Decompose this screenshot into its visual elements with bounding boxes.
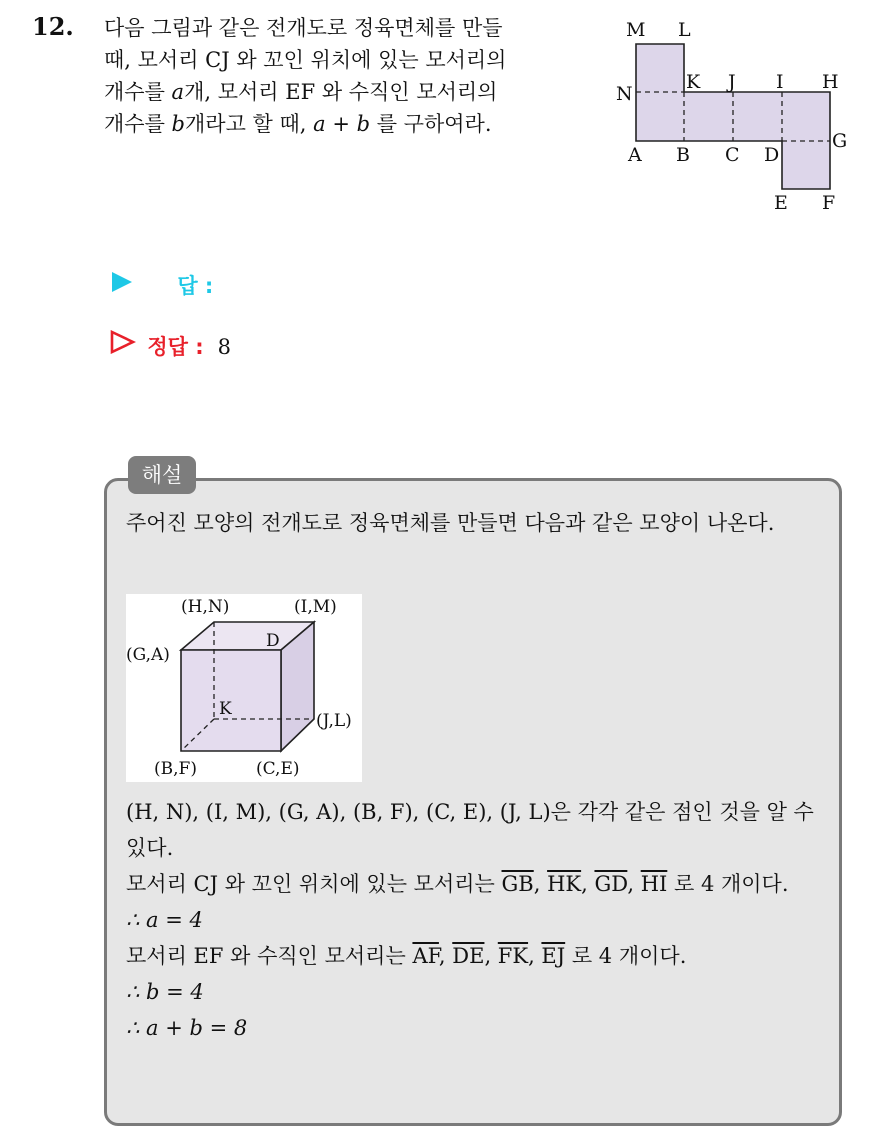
net-label-f: F [822,192,836,214]
correct-answer-row [110,330,231,361]
cube-label-hn: (H,N) [181,597,230,617]
correct-answer-label: 정답 : [147,335,204,359]
expr-a-plus-b: a + b [313,112,371,136]
net-label-h: H [822,71,839,93]
question-text [104,12,594,140]
answer-label: 답 : [177,274,214,298]
net-label-i: I [776,71,784,93]
net-outline [636,44,830,189]
cube-label-im: (I,M) [294,597,337,617]
question-line4a: 개수를 [104,112,172,136]
correct-answer-value: 8 [217,335,231,359]
cube-label-ce: (C,E) [256,759,300,779]
net-label-l: L [678,19,691,41]
net-label-e: E [774,192,788,214]
edge-gb: $\overline{GB}$ [501,872,534,896]
net-label-m: M [626,19,646,41]
solution-intro-text: 주어진 모양의 전개도로 정육면체를 만들면 다음과 같은 모양이 나온다. [126,511,775,535]
net-label-b: B [676,144,690,166]
cube-label-ga: (G,A) [126,645,170,665]
cube-diagram [126,594,362,782]
answer-row [110,270,213,300]
question-line4c: 를 구하여라. [370,112,492,136]
cube-label-d: D [266,631,280,651]
solution-line1: (H, N), (I, M), (G, A), (B, F), (C, E), (J, L)은 각각 같은 점인 것을 알 수 있다. [126,800,814,860]
question-line2: 때, 모서리 CJ 와 꼬인 위치에 있는 모서리의 [104,48,507,72]
solution-intro [126,506,832,540]
edge-de: $\overline{DE}$ [452,944,485,968]
cube-net-diagram [606,14,866,224]
solution-line2-prefix: 모서리 CJ 와 꼬인 위치에 있는 모서리는 [126,872,502,896]
play-arrow-icon [110,271,140,298]
net-label-a: A [628,144,642,166]
cube-label-k: K [219,699,232,719]
solution-line2-suffix: 로 4 개이다. [667,872,789,896]
edge-af: $\overline{AF}$ [412,944,439,968]
net-label-n: N [616,83,633,105]
edge-ej: $\overline{EJ}$ [541,944,566,968]
solution-line3-suffix: 로 4 개이다. [565,944,687,968]
var-b: b [171,112,185,136]
solution-line2: 모서리 CJ 와 꼬인 위치에 있는 모서리는 $\overline{GB}$, $\overline{HK}$, $\overline{GD}$, $\overline{HI}$ 로 4 개이다. [126,872,789,896]
edge-hk: $\overline{HK}$ [547,872,582,896]
question-number: 12. [32,12,74,41]
solution-line3-prefix: 모서리 EF 와 수직인 모서리는 [126,944,413,968]
question-line3a: 개수를 [104,80,172,104]
solution-b-result: ∴ b = 4 [126,980,204,1004]
question-line3b: 개, 모서리 EF 와 수직인 모서리의 [184,80,498,104]
solution-a-result: ∴ a = 4 [126,908,203,932]
solution-badge: 해설 [128,456,196,494]
var-a: a [171,80,185,104]
net-label-c: C [725,144,740,166]
edge-gd: $\overline{GD}$ [594,872,628,896]
solution-body [126,794,832,1046]
question-line1: 다음 그림과 같은 전개도로 정육면체를 만들 [104,16,503,40]
net-label-k: K [686,71,701,93]
outline-arrow-icon [110,330,140,359]
solution-final: ∴ a + b = 8 [126,1016,248,1040]
solution-line3: 모서리 EF 와 수직인 모서리는 $\overline{AF}$, $\overline{DE}$, $\overline{FK}$, $\overline{EJ}$ 로 4 개이다. [126,944,687,968]
edge-hi: $\overline{HI}$ [640,872,668,896]
cube-label-jl: (J,L) [316,711,352,731]
question-line4b: 개라고 할 때, [185,112,314,136]
cube-label-bf: (B,F) [154,759,197,779]
net-label-g: G [832,130,848,152]
net-label-j: J [728,71,736,93]
net-label-d: D [764,144,780,166]
edge-fk: $\overline{FK}$ [497,944,529,968]
